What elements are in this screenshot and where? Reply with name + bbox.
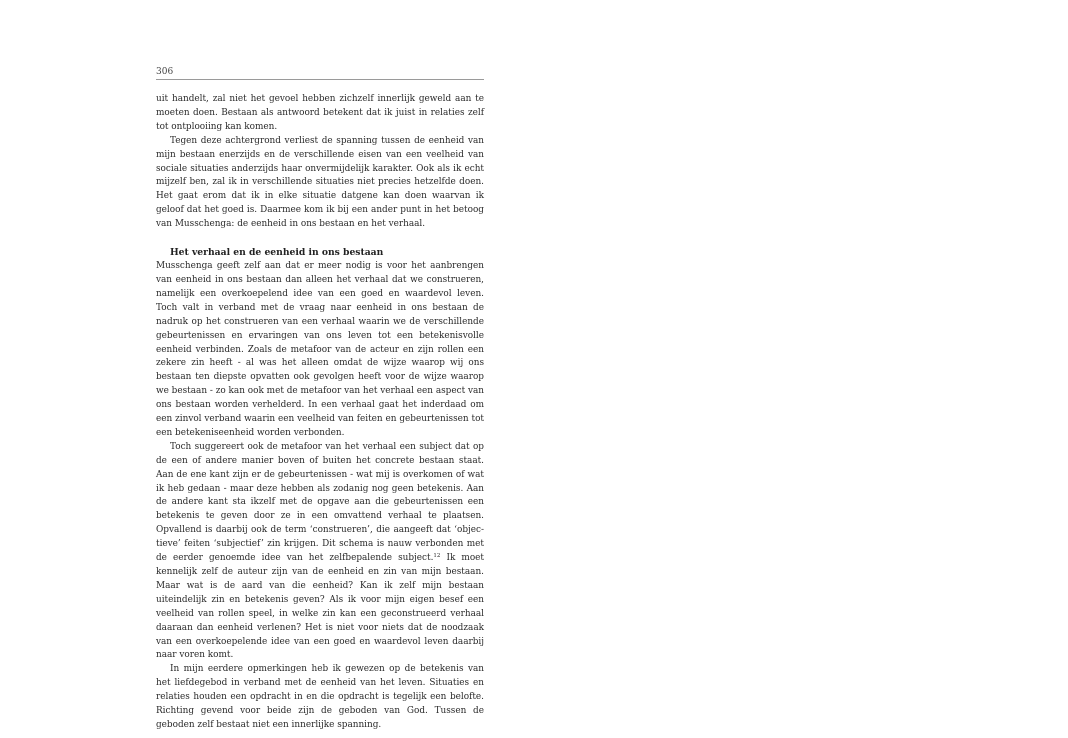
paragraph-text: Ik moet kennelijk zelf de auteur zijn van de eenheid en zin van mijn bestaan. Maar wat is de aard van die eenheid? Kan ik zelf mijn bestaan uiteindelijk zin en betekenis geven? Als ik voor mijn eigen besef een veelheid van rollen speel, in welke zin kan een geconstrueerd verhaal daaraan dan eenheid verlenen? Het is niet voor niets dat de noodzaak van een overkoepelende idee van een goed en waardevol leven daarbij naar voren komt. <box>156 553 484 661</box>
paragraph: In mijn eerdere opmerkingen heb ik gewezen op de betekenis van het liefdegebod in verband met de eenheid van het leven. Situaties en relaties houden een opdracht in en die opdracht is tegelijk een belofte. Richting gevend voor beide zijn de geboden van God. Tussen de geboden zelf bestaat niet een innerlijke spanning. <box>156 664 484 730</box>
paragraph: uit handelt, zal niet het gevoel hebben zichzelf innerlijk geweld aan te moeten doen. Bestaan als antwoord betekent dat ik juist in relaties zelf tot ontplooiing kan komen. <box>156 94 484 132</box>
footnote-reference: 12 <box>433 553 441 560</box>
paragraph: Musschenga geeft zelf aan dat er meer nodig is voor het aanbrengen van eenheid in ons bestaan dan alleen het verhaal dat we construeren, namelijk een overkoepelend idee van een goed en waardevol leven. Toch valt in verband met de vraag naar eenheid in ons bestaan de nadruk op het construeren van een verhaal waarin we de verschillende gebeurtenissen en ervaringen van ons leven tot een betekenisvolle eenheid verbinden. Zoals de metafoor van de acteur en zijn rollen een zekere zin heeft - al was het alleen omdat de wijze waarop wij ons bestaan ten diepste opvatten ook gevolgen heeft voor de wijze waarop we bestaan - zo kan ook met de metafoor van het verhaal een aspect van ons bestaan worden verhelderd. In een verhaal gaat het inderdaad om een zinvol verband waarin een veelheid van feiten en gebeurtenissen tot een betekeniseenheid worden verbonden. <box>156 261 484 438</box>
page-body <box>156 93 484 733</box>
header-rule <box>156 79 484 80</box>
paragraph: Tegen deze achtergrond verliest de spanning tussen de eenheid van mijn bestaan enerzijds en de verschillende eisen van een veelheid van sociale situaties anderzijds haar onvermijdelijk karakter. Ook als ik echt mijzelf ben, zal ik in verschillende situaties niet precies hetzelfde doen. Het gaat erom dat ik in elke situatie datgene kan doen waarvan ik geloof dat het goed is. Daarmee kom ik bij een ander punt in het betoog van Musschenga: de eenheid in ons bestaan en het verhaal. <box>156 135 484 230</box>
paragraph <box>156 441 484 664</box>
paragraph-text: Toch suggereert ook de metafoor van het verhaal een subject dat op de een of andere manier boven of buiten het concrete bestaan staat. Aan de ene kant zijn er de gebeurtenissen - wat mij is overkomen of wat ik heb gedaan - maar deze hebben als zodanig nog geen betekenis. Aan de andere kant sta ikzelf met de opgave aan die gebeurtenissen een betekenis te geven door ze in een omvattend verhaal te plaatsen. Opvallend is daarbij ook de term ‘construeren’, die aangeeft dat ‘objectieve’ feiten ‘subjectief’ zin krijgen. Dit schema is nauw verbonden met de eerder genoemde idee van het zelfbepalende subject. <box>156 441 484 564</box>
section-heading: Het verhaal en de eenheid in ons bestaan <box>170 247 384 259</box>
book-page <box>156 66 484 733</box>
page-number: 306 <box>156 67 174 77</box>
